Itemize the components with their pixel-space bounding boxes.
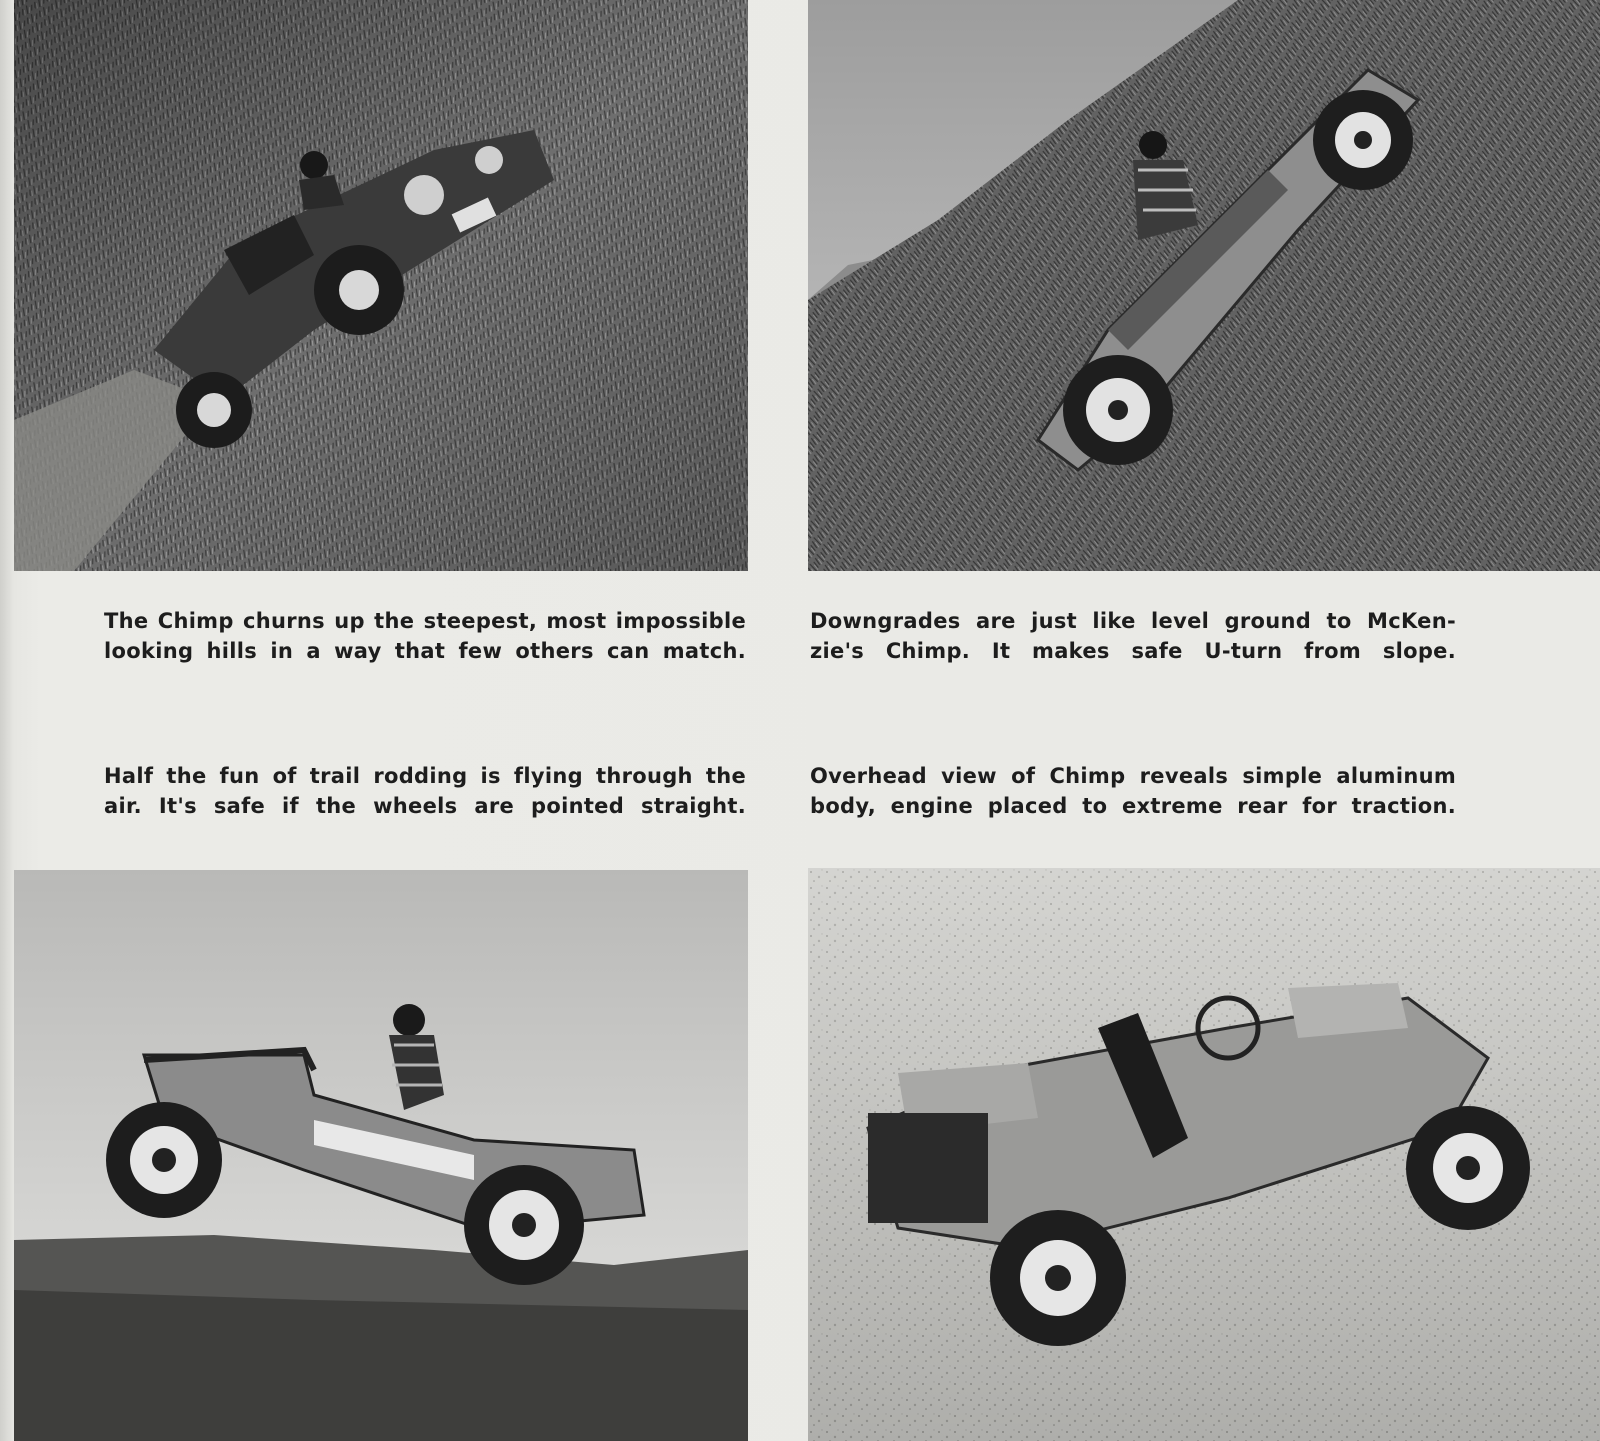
caption-line: air. It's safe if the wheels are pointed straight.	[104, 794, 746, 818]
caption-line: The Chimp churns up the steepest, most impossible	[104, 609, 746, 633]
photo-jump	[14, 870, 748, 1441]
photo-hill-climb	[14, 0, 748, 571]
caption-line: Overhead view of Chimp reveals simple aluminum	[810, 764, 1456, 788]
caption-line: Half the fun of trail rodding is flying through the	[104, 764, 746, 788]
photo-overhead	[808, 868, 1600, 1441]
caption-line: looking hills in a way that few others can match.	[104, 639, 746, 663]
caption-overhead	[810, 761, 1456, 821]
caption-line: Downgrades are just like level ground to McKen-	[810, 609, 1456, 633]
caption-jump	[104, 761, 746, 821]
caption-hill-climb	[104, 606, 746, 666]
caption-line: zie's Chimp. It makes safe U-turn from slope.	[810, 639, 1456, 663]
photo-downgrade	[808, 0, 1600, 571]
caption-line: body, engine placed to extreme rear for traction.	[810, 794, 1456, 818]
caption-downgrade	[810, 606, 1456, 666]
